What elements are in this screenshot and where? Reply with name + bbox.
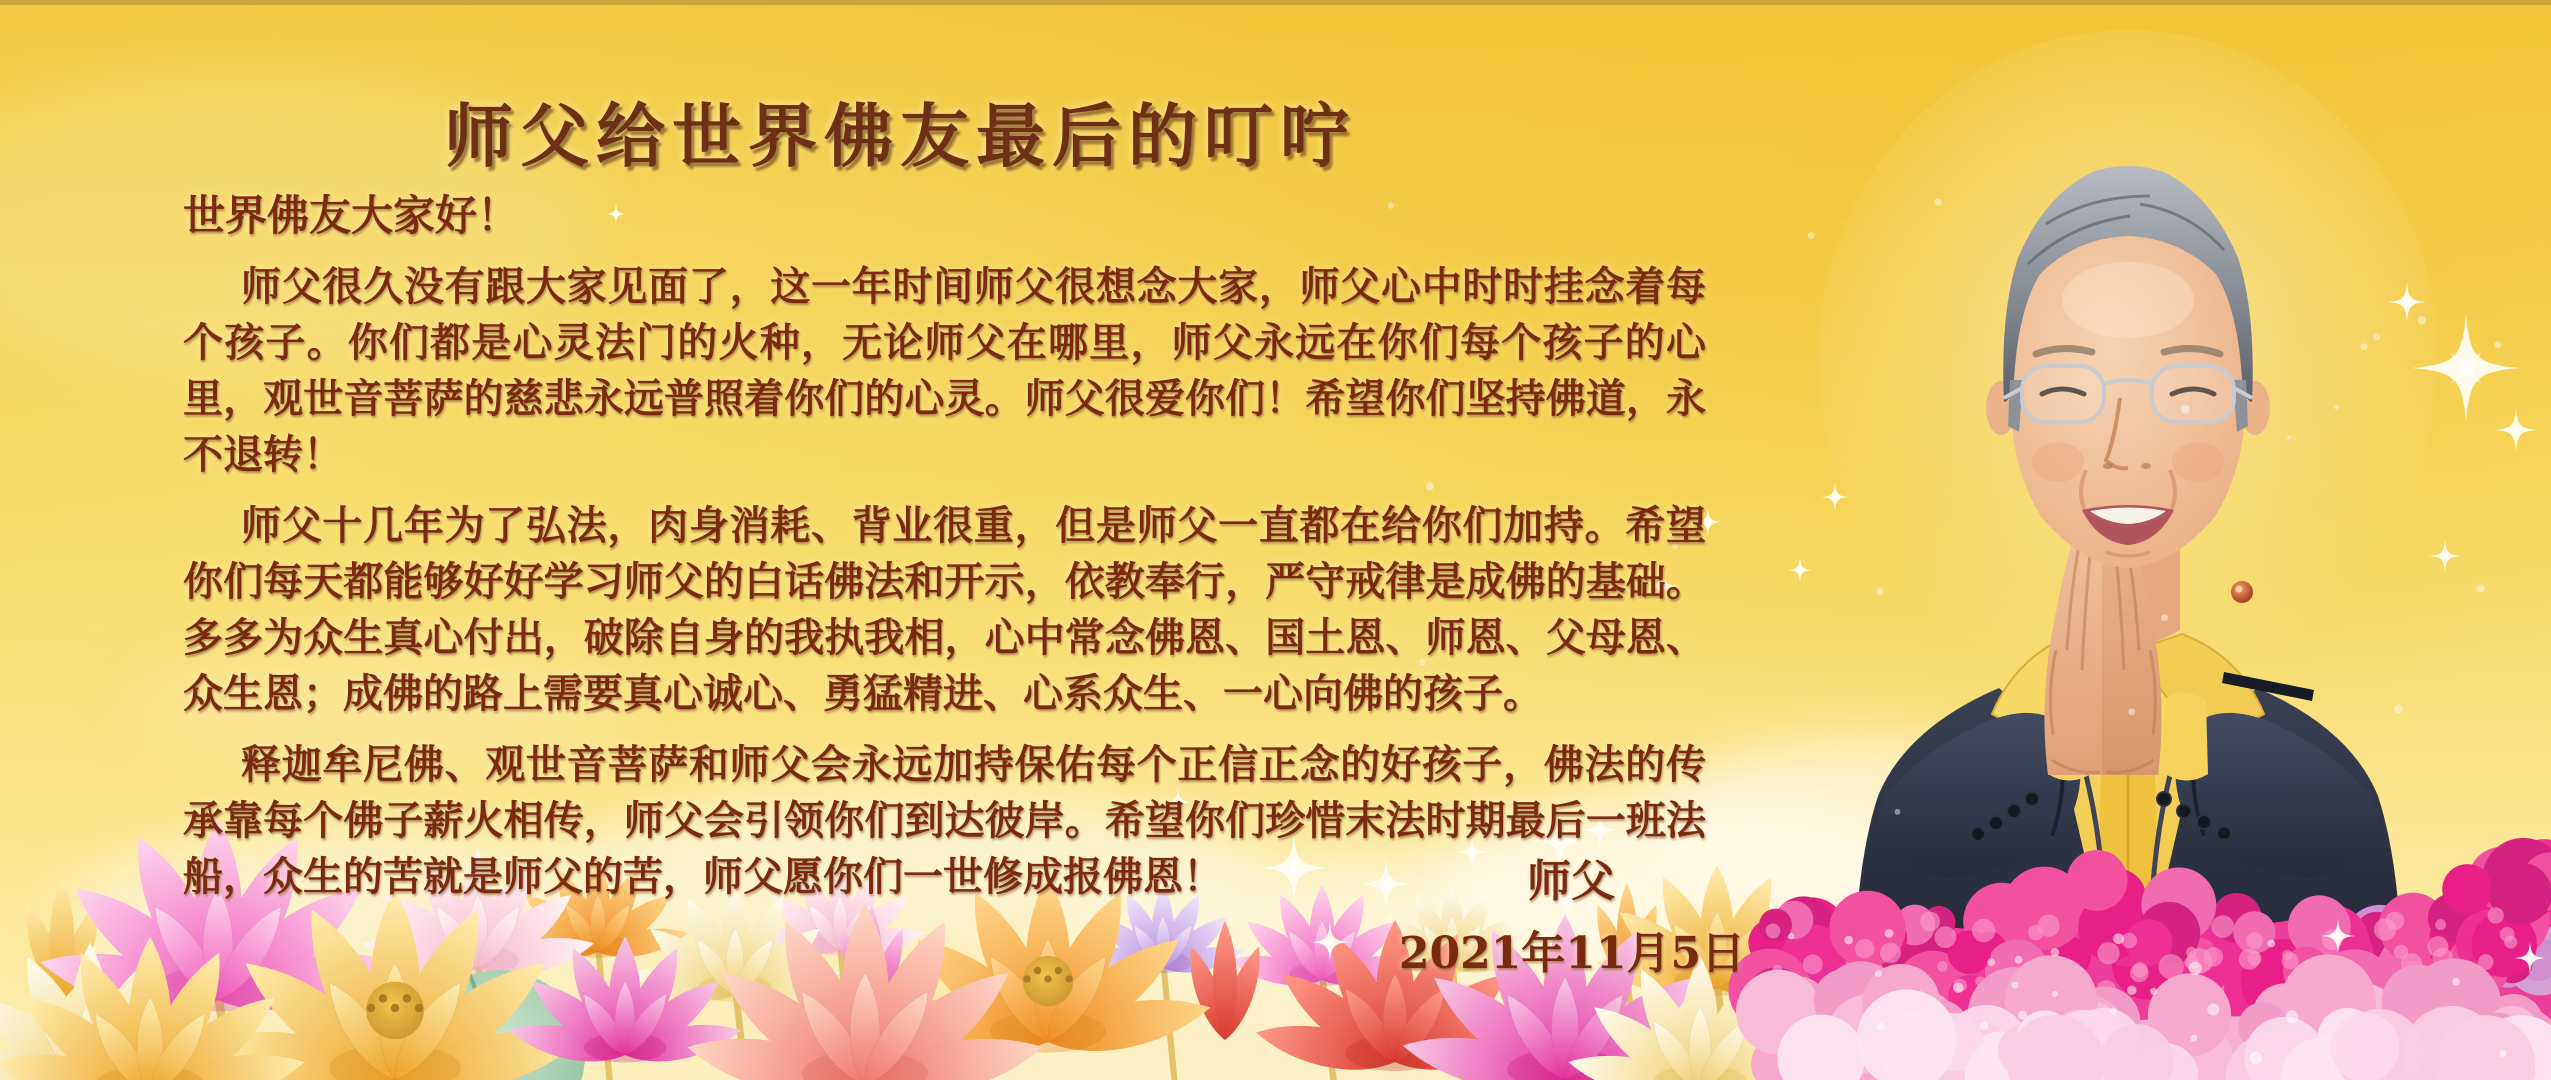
letter-body — [183, 259, 1706, 920]
greeting-line: 世界佛友大家好！ — [183, 191, 520, 240]
date-line: 2021年11月5日 — [1398, 928, 1746, 979]
paragraph-2: 师父十几年为了弘法，肉身消耗、背业很重，但是师父一直都在给你们加持。希望你们每天都能够好好学习师父的白话佛法和开示，依教奉行，严守戒律是成佛的基础。多多为众生真心付出，破除自身的我执我相，心中常念佛恩、国土恩、师恩、父母恩、众生恩；成佛的路上需要真心诚心、勇猛精进、心系众生、一心向佛的孩子。 — [183, 502, 1706, 717]
poster-title: 师父给世界佛友最后的叮咛 — [444, 96, 1356, 178]
shirt-cuff — [2162, 692, 2208, 780]
paragraph-3: 释迦牟尼佛、观世音菩萨和师父会永远加持保佑每个正信正念的好孩子，佛法的传承靠每个佛子薪火相传，师父会引领你们到达彼岸。希望你们珍惜末法时期最后一班法船，众生的苦就是师父的苦，师父愿你们一世修成报佛恩！ — [183, 741, 1706, 900]
lapel-pin — [2231, 581, 2253, 603]
paragraph-1: 师父很久没有跟大家见面了，这一年时间师父很想念大家，师父心中时时挂念着每个孩子。你们都是心灵法门的火种，无论师父在哪里，师父永远在你们每个孩子的心里，观世音菩萨的慈悲永远普照着你们的心灵。师父很爱你们！希望你们坚持佛道，永不退转！ — [183, 263, 1706, 478]
signature: 师父 — [1527, 856, 1615, 907]
